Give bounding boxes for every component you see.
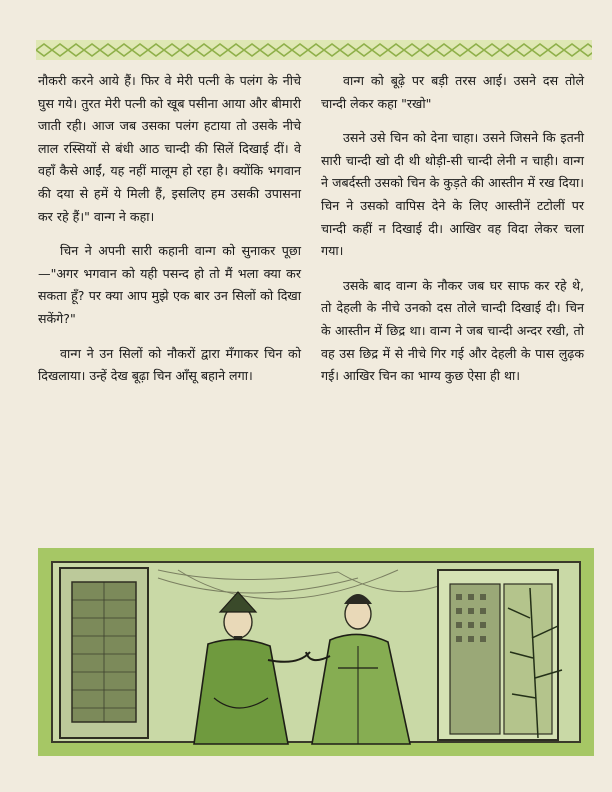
paragraph: चिन ने अपनी सारी कहानी वान्ग को सुनाकर पूछा—"अगर भगवान को यही पसन्द हो तो मैं भला क्या कर सकता हूँ? पर क्या आप मुझे एक बार उन सिलों को दिखा सकेंगे?": [38, 243, 301, 326]
paragraph: उसने उसे चिन को देना चाहा। उसने जिसने कि इतनी सारी चान्दी खो दी थी थोड़ी-सी चान्दी लेनी न चाही। वान्ग ने जबर्दस्ती उसको चिन के कुड़ते की आस्तीन में रख दिया। चिन ने उसको वापिस देने के लिए आस्तीनें टटोलीं पर चान्दी कहीं न दिखाई दी। आखिर वह विदा लेकर चला गया।: [321, 130, 584, 259]
paragraph: नौकरी करने आये हैं। फिर वे मेरी पत्नी के पलंग के नीचे घुस गये। तुरत मेरी पत्नी को खूब पसीना आया और बीमारी जाती रही। आज जब उसका पलंग हटाया तो उसके नीचे लाल रस्सियों से बंधी आठ चान्दी की सिलें दिखाई दीं। वे वहाँ कैसे आईं, यह नहीं मालूम हो रहा है। क्योंकि भगवान की दया से हमें ये मिली हैं, इसलिए हम उसकी उपासना कर रहे हैं।" वान्ग ने कहा।: [38, 73, 301, 224]
ornament-pattern-icon: [36, 40, 592, 60]
story-illustration: [38, 548, 594, 756]
illustration-scene-image: [38, 548, 594, 756]
right-text-column: [321, 70, 584, 400]
left-text-column: [38, 70, 301, 400]
decorative-border-band: [36, 40, 592, 60]
paragraph: वान्ग ने उन सिलों को नौकरों द्वारा मँगाकर चिन को दिखलाया। उन्हें देख बूढ़ा चिन आँसू बहाने लगा।: [38, 345, 301, 384]
paragraph: उसके बाद वान्ग के नौकर जब घर साफ कर रहे थे, तो देहली के नीचे उनको दस तोले चान्दी दिखाई दी। चिन के आस्तीन में छिद्र था। वान्ग ने जब चान्दी अन्दर रखी, तो वह उस छिद्र में से नीचे गिर गई और देहली के पास लुढ़क गई। आखिर चिन का भाग्य कुछ ऐसा ही था।: [321, 277, 584, 384]
paragraph: वान्ग को बूढ़े पर बड़ी तरस आई। उसने दस तोले चान्दी लेकर कहा "रखो": [321, 73, 584, 111]
